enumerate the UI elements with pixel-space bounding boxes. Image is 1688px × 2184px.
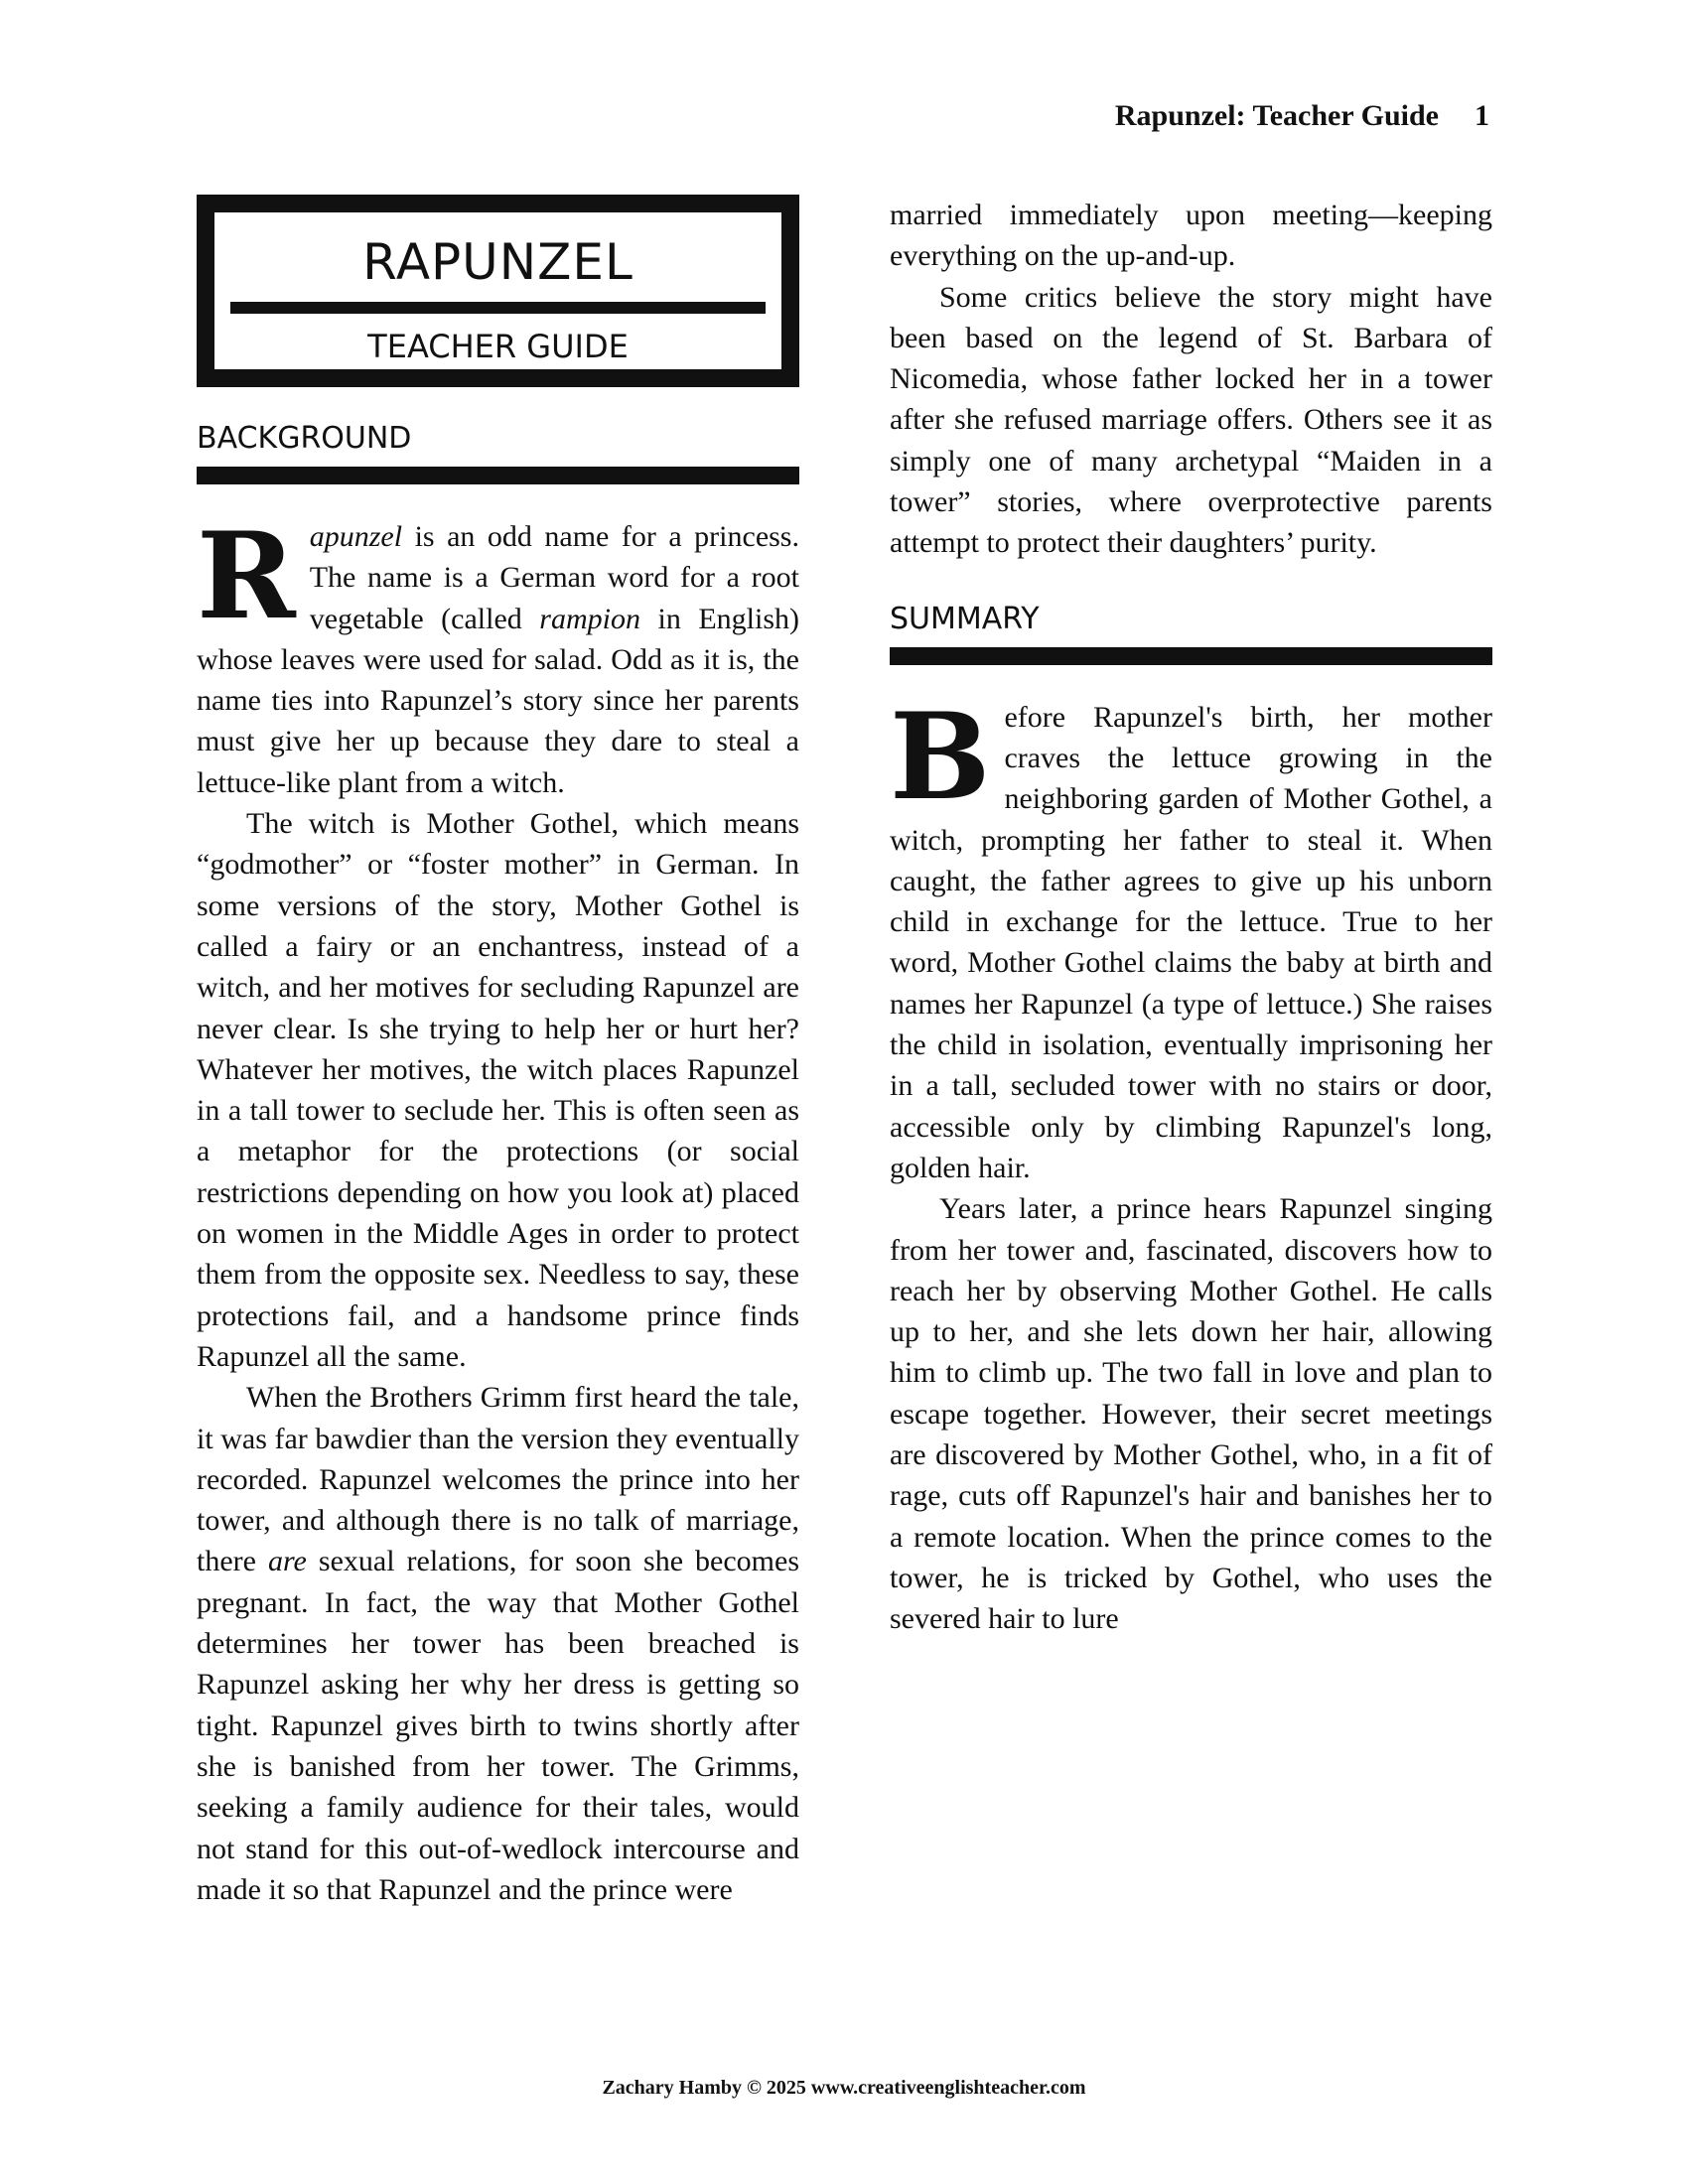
summary-heading-rule bbox=[890, 647, 1492, 665]
document-subtitle: TEACHER GUIDE bbox=[367, 328, 629, 365]
text-run: sexual relations, for soon she becomes pregnant. In fact, the way that Mother Gothel determines her tower has been breached is Rapunzel asking her why her dress is getting so tight. Rapunzel gives birth to twins shortly after she is banished from her tower. The Grimms, seeking a family audience for their tales, would not stand for this out-of-wedlock intercourse and made it so that Rapunzel and the prince were bbox=[197, 1545, 799, 1906]
right-column-overflow bbox=[890, 195, 1492, 277]
italic-rapunzel: apunzel bbox=[309, 520, 403, 553]
title-divider bbox=[230, 302, 766, 314]
background-paragraph-2: The witch is Mother Gothel, which means “godmother” or “foster mother” in German. In some versions of the story, Mother Gothel is called a fairy or an enchantress, instead of a witch, and her motives for secluding Rapunzel are never clear. Is she trying to help her or hurt her? Whatever her motives, the witch places Rapunzel in a tall tower to seclude her. This is often seen as a metaphor for the protections (or social restrictions depending on how you look at) placed on women in the Middle Ages in order to protect them from the opposite sex. Needless to say, these protections fail, and a handsome prince finds Rapunzel all the same. bbox=[197, 807, 799, 1373]
right-column bbox=[890, 195, 1492, 1640]
background-paragraph-3 bbox=[197, 1377, 799, 1910]
italic-rampion: rampion bbox=[539, 602, 640, 635]
drop-cap-b: B bbox=[890, 686, 991, 827]
page-number: 1 bbox=[1475, 99, 1489, 132]
background-heading: BACKGROUND bbox=[197, 421, 412, 456]
left-column bbox=[197, 195, 799, 1910]
drop-cap-r: R bbox=[197, 506, 296, 646]
footer-credit: Zachary Hamby © 2025 www.creativeenglishteacher.com bbox=[602, 2077, 1086, 2099]
running-head-title: Rapunzel: Teacher Guide bbox=[1114, 99, 1439, 132]
summary-paragraph-2: Years later, a prince hears Rapunzel singing from her tower and, fascinated, discovers how to reach her by observing Mother Gothel. He calls up to her, and she lets down her hair, allowing him to climb up. The two fall in love and plan to escape together. However, their secret meetings are discovered by Mother Gothel, who, in a fit of rage, cuts off Rapunzel's hair and banishes her to a remote location. When the prince comes to the tower, he is tricked by Gothel, who uses the severed hair to lure bbox=[890, 1192, 1492, 1636]
running-head bbox=[1115, 99, 1489, 133]
summary-paragraph-1 bbox=[890, 686, 1492, 1189]
text-run: in English) whose leaves were used for salad. Odd as it is, the name ties into Rapunzel’s story since her parents must give her up because they dare to steal a lettuce-like plant from a witch. bbox=[197, 602, 799, 799]
text-run: efore Rapunzel's birth, her mother craves the lettuce growing in the neighboring garden of Mother Gothel, a witch, prompting her father to steal it. When caught, the father agrees to give up his unborn child in exchange for the lettuce. True to her word, Mother Gothel claims the baby at birth and names her Rapunzel (a type of lettuce.) She raises the child in isolation, eventually imprisoning her in a tall, secluded tower with no stairs or door, accessible only by climbing Rapunzel's long, golden hair. bbox=[890, 700, 1492, 1184]
text-run: When the Brothers Grimm first heard the tale, it was far bawdier than the version they eventually recorded. Rapunzel welcomes the prince into her tower, and although there is no talk of marriage, there bbox=[197, 1381, 799, 1578]
background-paragraph-1 bbox=[197, 506, 799, 803]
background-paragraph-4: Some critics believe the story might have been based on the legend of St. Barbara of Nicomedia, whose father locked her in a tower after she refused marriage offers. Others see it as simply one of many archetypal “Maiden in a tower” stories, where overprotective parents attempt to protect their daughters’ purity. bbox=[890, 280, 1492, 560]
italic-are: are bbox=[267, 1545, 307, 1578]
summary-heading: SUMMARY bbox=[890, 601, 1040, 636]
background-paragraph-3-continued: married immediately upon meeting—keeping everything on the up-and-up. bbox=[890, 199, 1492, 273]
section-gap bbox=[890, 564, 1492, 602]
document-title: RAPUNZEL bbox=[362, 233, 633, 291]
background-heading-rule bbox=[197, 467, 799, 484]
title-box bbox=[197, 195, 799, 387]
text-run: is an odd name for a princess. The name is a German word for a root vegetable (called bbox=[309, 520, 799, 635]
